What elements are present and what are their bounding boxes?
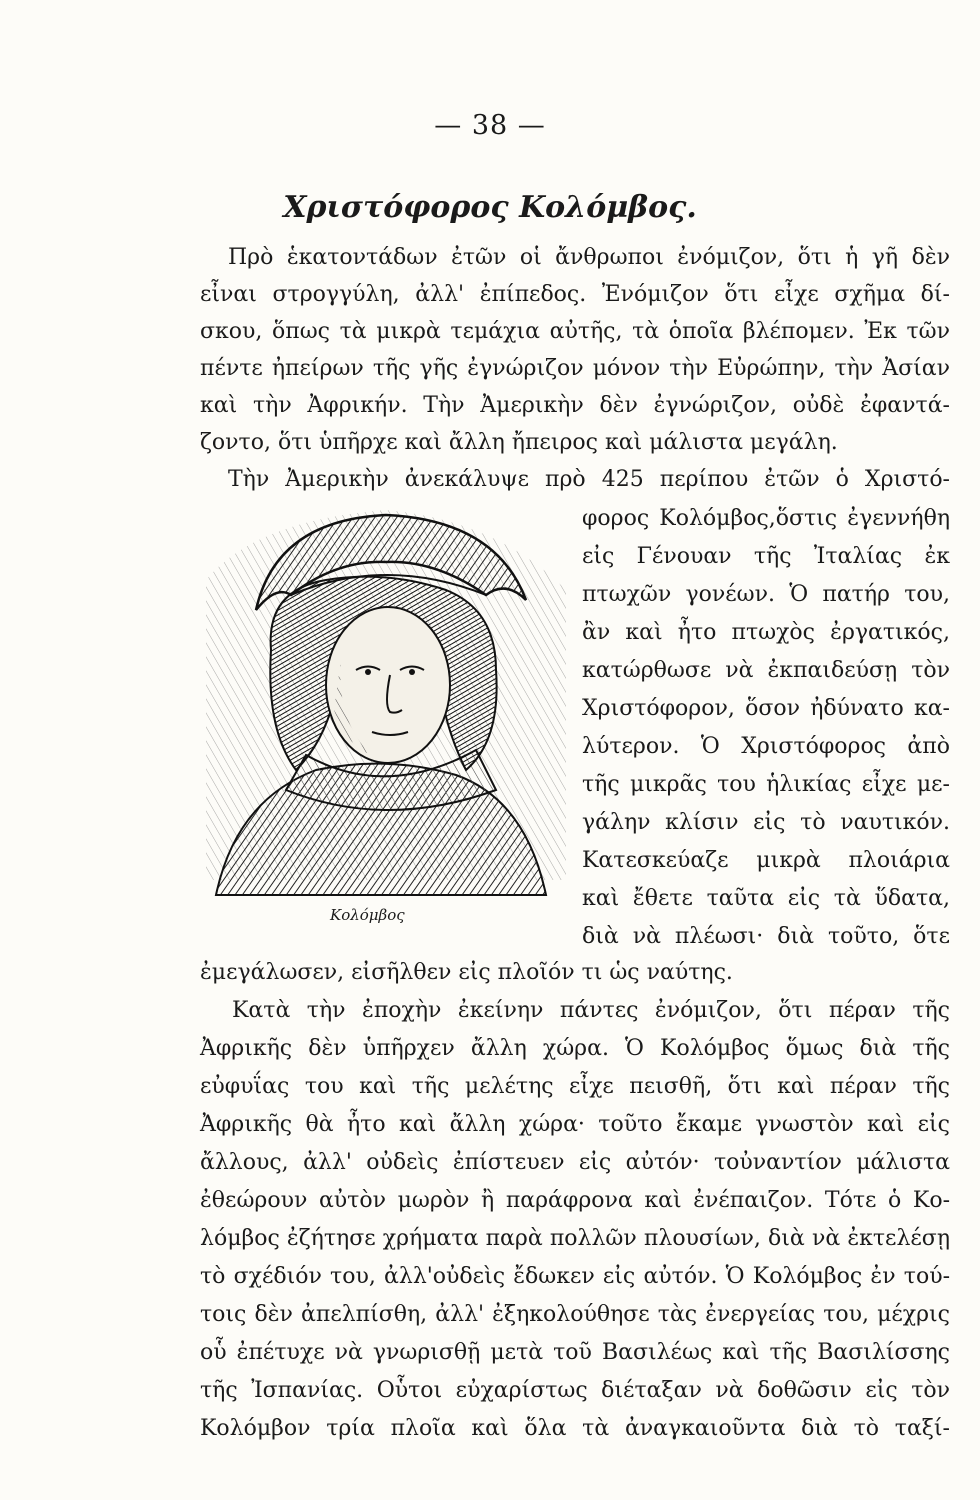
text-line: διὰ νὰ πλέωσι· διὰ τοῦτο, ὅτε [582,924,950,949]
text-line: ἂν καὶ ἦτο πτωχὸς ἐργατικός, [582,620,950,645]
text-line: Κολόμβον τρία πλοῖα καὶ ὅλα τὰ ἀναγκαιοῦντα διὰ τὸ ταξί- [200,1416,950,1441]
text-line: κατώρθωσε νὰ ἐκπαιδεύσῃ τὸν [582,658,950,683]
text-line: πτωχῶν γονέων. Ὁ πατήρ του, [582,582,950,607]
text-line: λόμβος ἐζήτησε χρήματα παρὰ πολλῶν πλουσίων, διὰ νὰ ἐκτελέσῃ [200,1226,950,1251]
text-line: ἐμεγάλωσεν, εἰσῆλθεν εἰς πλοῖόν τι ὡς ναύτης. [200,960,733,985]
text-line: τῆς μικρᾶς του ἡλικίας εἶχε με- [582,772,950,797]
text-line: ζοντο, ὅτι ὑπῆρχε καὶ ἄλλη ἤπειρος καὶ μάλιστα μεγάλη. [200,430,838,455]
columbus-portrait-engraving [196,500,576,900]
text-line: οὗ ἐπέτυχε νὰ γνωρισθῇ μετὰ τοῦ Βασιλέως καὶ τῆς Βασιλίσσης [200,1340,950,1365]
portrait-caption: Κολόμβος [330,906,405,924]
text-line: καὶ τὴν Ἀφρικήν. Τὴν Ἀμερικὴν δὲν ἐγνώριζον, οὐδὲ ἐφαντά- [200,393,950,418]
text-line: Κατὰ τὴν ἐποχὴν ἐκείνην πάντες ἐνόμιζον, ὅτι πέραν τῆς [232,998,950,1023]
text-line: καὶ ἔθετε ταῦτα εἰς τὰ ὕδατα, [582,886,950,911]
text-line: πέντε ἠπείρων τῆς γῆς ἐγνώριζον μόνον τὴν Εὐρώπην, τὴν Ἀσίαν [200,356,950,381]
text-line: τὸ σχέδιόν του, ἀλλ'οὐδεὶς ἔδωκεν εἰς αὐτόν. Ὁ Κολόμβος ἐν τού- [200,1264,950,1289]
text-line: Ἀφρικῆς θὰ ἦτο καὶ ἄλλη χώρα· τοῦτο ἔκαμε γνωστὸν καὶ εἰς [200,1112,950,1137]
text-line: εἰς Γένουαν τῆς Ἰταλίας ἐκ [582,544,950,569]
text-line: ἄλλους, ἀλλ' οὐδεὶς ἐπίστευεν εἰς αὐτόν· τοὐναντίον μάλιστα [200,1150,950,1175]
text-line: Χριστόφορον, ὅσον ἠδύνατο κα- [582,696,950,721]
text-line: τῆς Ἰσπανίας. Οὗτοι εὐχαρίστως διέταξαν νὰ δοθῶσιν εἰς τὸν [200,1378,950,1403]
text-line: Τὴν Ἀμερικὴν ἀνεκάλυψε πρὸ 425 περίπου ἐτῶν ὁ Χριστό- [228,467,950,492]
text-line: εἶναι στρογγύλη, ἀλλ' ἐπίπεδος. Ἐνόμιζον ὅτι εἶχε σχῆμα δί- [200,282,950,307]
text-line: εὐφυΐας του καὶ τῆς μελέτης εἶχε πεισθῆ, ὅτι καὶ πέραν τῆς [200,1074,950,1099]
text-line: σκου, ὅπως τὰ μικρὰ τεμάχια αὐτῆς, τὰ ὁποῖα βλέπομεν. Ἐκ τῶν [200,319,950,344]
text-line: Πρὸ ἑκατοντάδων ἐτῶν οἱ ἄνθρωποι ἐνόμιζον, ὅτι ἡ γῆ δὲν [228,245,950,270]
text-line: φορος Κολόμβος,ὅστις ἐγεννήθη [582,506,950,531]
chapter-title: Χριστόφορος Κολόμβος. [283,190,697,225]
text-line: γάλην κλίσιν εἰς τὸ ναυτικόν. [582,810,950,835]
page-number: — 38 — [434,110,546,141]
text-line: Κατεσκεύαζε μικρὰ πλοιάρια [582,848,950,873]
text-line: Ἀφρικῆς δὲν ὑπῆρχεν ἄλλη χώρα. Ὁ Κολόμβος ὅμως διὰ τῆς [200,1036,950,1061]
text-line: ἐθεώρουν αὐτὸν μωρὸν ἢ παράφρονα καὶ ἐνέπαιζον. Τότε ὁ Κο- [200,1188,950,1213]
text-line: λύτερον. Ὁ Χριστόφορος ἀπὸ [582,734,950,759]
text-line: τοις δὲν ἀπελπίσθη, ἀλλ' ἐξηκολούθησε τὰς ἐνεργείας του, μέχρις [200,1302,950,1327]
